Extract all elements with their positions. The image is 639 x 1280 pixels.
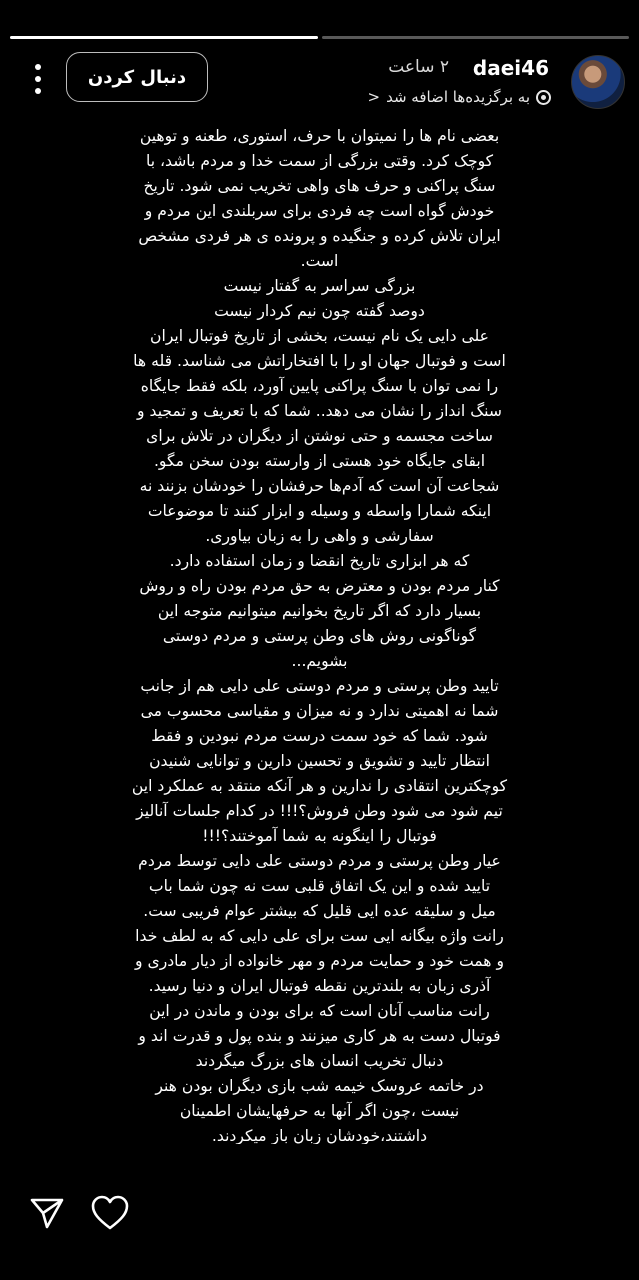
highlight-label: به برگزیده‌ها اضافه شد — [386, 88, 530, 106]
avatar[interactable] — [571, 55, 625, 109]
share-icon[interactable] — [29, 1196, 65, 1230]
progress-segment — [322, 36, 630, 39]
progress-segment — [10, 36, 318, 39]
story-text: بعضی نام ها را نمیتوان با حرف، استوری، طعنه و توهین کوچک کرد. وقتی بزرگی از سمت خدا و مردم باشد، با سنگ پراکنی و حرف های واهی تخریب نمی شود. تاریخ خودش گواه است چه فردی برای سربلندی این مردم و ایران تلاش کرده و جنگیده و پرونده ی هر فردی مشخص است. بزرگی سراسر به گفتار نیست دوصد گفته چون نیم کردار نیست علی دایی یک نام نیست، بخشی از تاریخ فوتبال ایران است و فوتبال جهان او را با افتخاراتش می شناسد. قله ها را نمی توان با سنگ پراکنی پایین آورد، بلکه فقط جایگاه سنگ انداز را نشان می دهد.. شما که با تعریف و تمجید و ساخت مجسمه و حتی نوشتن از دیگران در تلاش برای ابقای جایگاه خود هستی از وارسته بودن سخن مگو. شجاعت آن است که آدم‌ها حرفشان را خودشان بزنند نه اینکه شمارا واسطه و وسیله و ابزار کنند تا موضوعات سفارشی و واهی را به زبان بیاوری. که هر ابزاری تاریخ انقضا و زمان استفاده دارد. کنار مردم بودن و معترض به حق مردم بودن راه و روش بسیار دارد که اگر تاریخ بخوانیم میتوانیم متوجه این گوناگونی روش های وطن پرستی و مردم دوستی بشویم... تایید وطن پرستی و مردم دوستی علی دایی هم از جانب شما نه اهمیتی ندارد و نه میزان و مقیاسی محسوب می شود. شما که خود سمت درست مردم نبودین و فقط انتظار تایید و تشویق و تحسین دارین و توانایی شنیدن کوچکترین انتقادی را ندارین و هر آنکه منتقد به عملکرد این تیم شود می شود وطن فروش؟!!! در کدام جلسات آنالیز فوتبال را اینگونه به شما آموختند؟!!! عیار وطن پرستی و مردم دوستی علی دایی توسط مردم تایید شده و این یک اتفاق قلبی ست نه چون شما باب میل و سلیقه عده ایی قلیل که بیشتر عوام فریبی ست. رانت واژه بیگانه ایی ست برای علی دایی که به لطف خدا و همت خود و حمایت مردم و مهر خانواده از دیار مادری و آذری زبان به بلندترین نقطه فوتبال ایران و دنیا رسید. رانت مناسب آنان است که برای بودن و ماندن در این فوتبال دست به هر کاری میزنند و بنده پول و قدرت اند و دنبال تخریب انسان های بزرگ میگردند در خاتمه عروسک خیمه شب بازی دیگران بودن هنر نیست ،چون اگر آنها به حرفهایشان اطمینان داشتند،خودشان زبان باز میکردند. — [131, 127, 508, 1144]
highlight-link[interactable] — [368, 88, 551, 106]
highlight-icon — [536, 90, 551, 105]
progress-segment-fill — [10, 36, 318, 39]
username[interactable]: daei46 — [472, 56, 549, 80]
follow-button[interactable]: دنبال کردن — [66, 52, 208, 102]
post-time: ۲ ساعت — [388, 57, 449, 77]
heart-icon[interactable] — [90, 1194, 130, 1232]
story-header — [0, 50, 639, 120]
more-options-icon[interactable] — [33, 64, 43, 94]
chevron-left-icon: < — [367, 88, 381, 106]
story-progress-bar — [10, 36, 629, 39]
